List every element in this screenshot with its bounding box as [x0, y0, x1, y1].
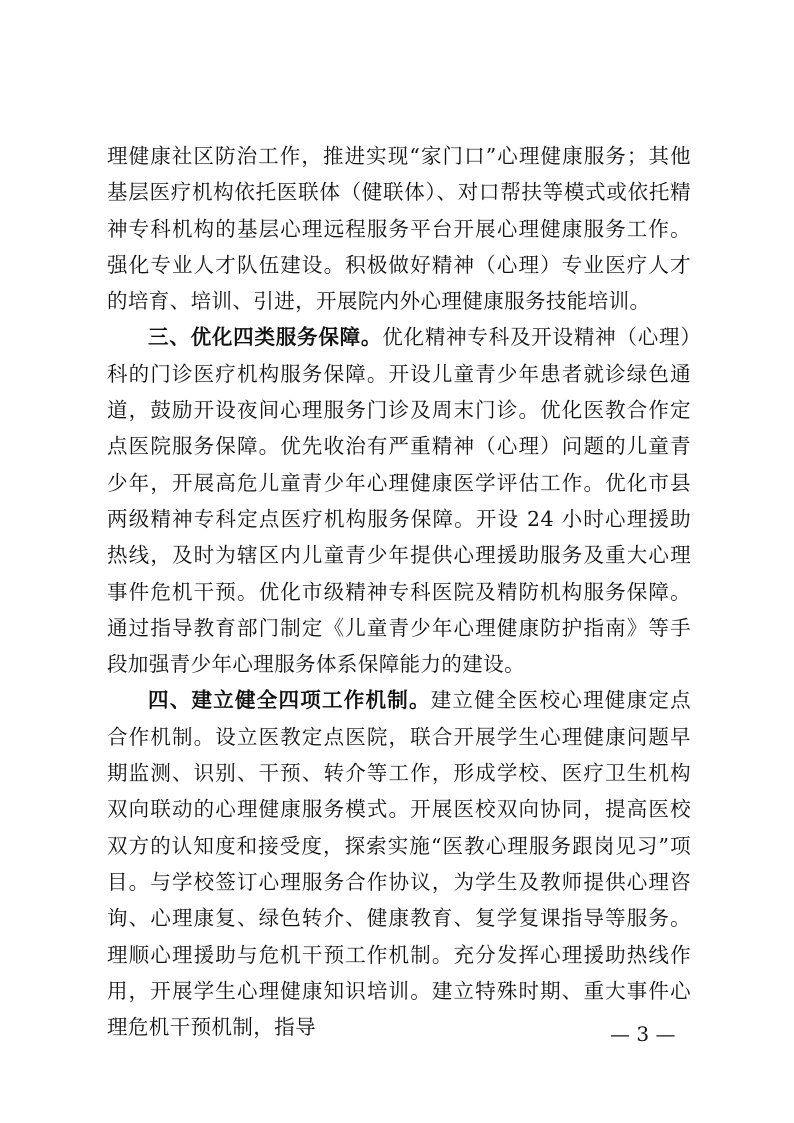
paragraph-section-three: [107, 319, 691, 682]
paragraph-text: 优化精神专科及开设精神（心理）科的门诊医疗机构服务保障。开设儿童青少年患者就诊绿色通道，鼓励开设夜间心理服务门诊及周末门诊。优化医教合作定点医院服务保障。优先收治有严重精神（心理）问题的儿童青少年，开展高危儿童青少年心理健康医学评估工作。优化市县两级精神专科定点医疗机构服务保障。开设 24 小时心理援助热线，及时为辖区内儿童青少年提供心理援助服务及重大心理事件危机干预。优化市级精神专科医院及精防机构服务保障。通过指导教育部门制定《儿童青少年心理健康防护指南》等手段加强青少年心理服务体系保障能力的建设。: [107, 325, 691, 677]
section-heading: 四、建立健全四项工作机制。: [148, 688, 431, 713]
paragraph-section-four: [107, 682, 691, 1045]
document-body: [107, 138, 691, 1045]
paragraph-text: 理健康社区防治工作，推进实现“家门口”心理健康服务；其他基层医疗机构依托医联体（健联体）、对口帮扶等模式或依托精神专科机构的基层心理远程服务平台开展心理健康服务工作。强化专业人才队伍建设。积极做好精神（心理）专业医疗人才的培育、培训、引进，开展院内外心理健康服务技能培训。: [107, 144, 691, 314]
paragraph-text: 建立健全医校心理健康定点合作机制。设立医教定点医院，联合开展学生心理健康问题早期监测、识别、干预、转介等工作，形成学校、医疗卫生机构双向联动的心理健康服务模式。开展医校双向协同，提高医校双方的认知度和接受度，探索实施“医教心理服务跟岗见习”项目。与学校签订心理服务合作协议，为学生及教师提供心理咨询、心理康复、绿色转介、健康教育、复学复课指导等服务。理顺心理援助与危机干预工作机制。充分发挥心理援助热线作用，开展学生心理健康知识培训。建立特殊时期、重大事件心理危机干预机制，指导: [107, 688, 691, 1040]
section-heading: 三、优化四类服务保障。: [148, 325, 383, 350]
page-number: — 3 —: [610, 1022, 676, 1046]
paragraph-continued: [107, 138, 691, 319]
